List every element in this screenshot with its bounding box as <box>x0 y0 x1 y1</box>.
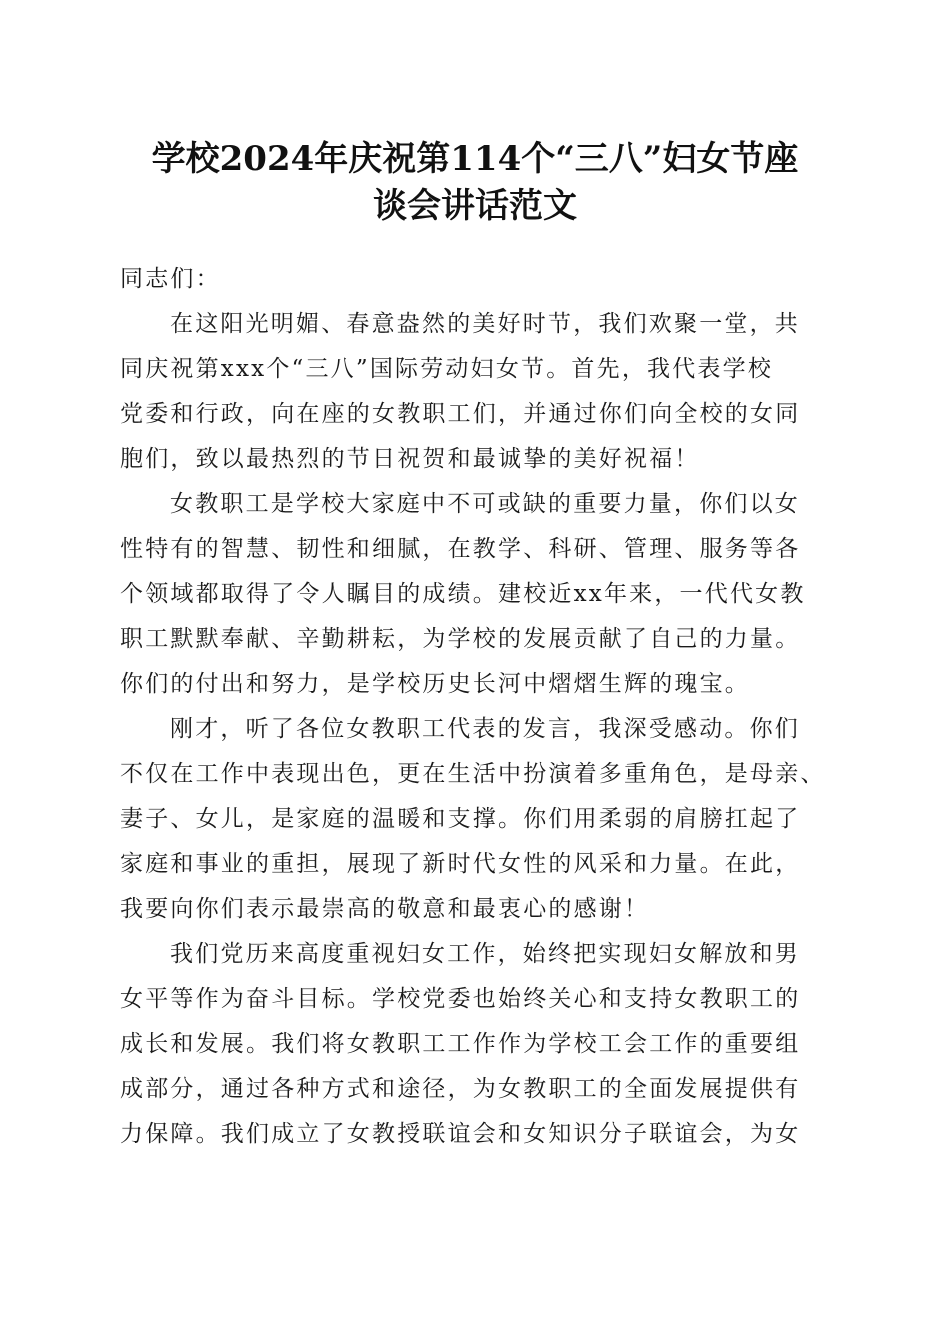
paragraph-2 <box>120 482 840 707</box>
paragraph-line: 职工默默奉献、辛勤耕耘，为学校的发展贡献了自己的力量。 <box>120 626 801 652</box>
paragraph-line: 不仅在工作中表现出色，更在生活中扮演着多重角色，是母亲、 <box>120 761 826 787</box>
paragraph-3 <box>120 707 840 932</box>
paragraph-line: 你们的付出和努力，是学校历史长河中熠熠生辉的瑰宝。 <box>120 671 750 697</box>
paragraph-line: 成部分，通过各种方式和途径，为女教职工的全面发展提供有 <box>120 1076 801 1102</box>
paragraph-1 <box>120 302 840 482</box>
paragraph-line: 家庭和事业的重担，展现了新时代女性的风采和力量。在此， <box>120 851 801 877</box>
paragraph-line: 力保障。我们成立了女教授联谊会和女知识分子联谊会，为女 <box>120 1121 801 1147</box>
paragraph-line: 党委和行政，向在座的女教职工们，并通过你们向全校的女同 <box>120 401 801 427</box>
document-body <box>120 257 840 1157</box>
paragraph-line: 我要向你们表示最崇高的敬意和最衷心的感谢！ <box>120 896 650 922</box>
paragraph-line: 刚才，听了各位女教职工代表的发言，我深受感动。你们 <box>170 716 800 742</box>
paragraph-line: 在这阳光明媚、春意盎然的美好时节，我们欢聚一堂，共 <box>170 311 800 337</box>
paragraph-4 <box>120 932 840 1157</box>
salutation: 同志们： <box>120 266 221 292</box>
paragraph-line: 胞们，致以最热烈的节日祝贺和最诚挚的美好祝福！ <box>120 446 700 472</box>
paragraph-line: 个领域都取得了令人瞩目的成绩。建校近xx年来，一代代女教 <box>120 581 806 607</box>
paragraph-line: 我们党历来高度重视妇女工作，始终把实现妇女解放和男 <box>170 941 800 967</box>
paragraph-line: 同庆祝第xxx个“三八”国际劳动妇女节。首先，我代表学校 <box>120 356 774 382</box>
paragraph-line: 性特有的智慧、韧性和细腻，在教学、科研、管理、服务等各 <box>120 536 801 562</box>
paragraph-line: 妻子、女儿，是家庭的温暖和支撑。你们用柔弱的肩膀扛起了 <box>120 806 801 832</box>
document-title-line-2: 谈会讲话范文 <box>373 186 577 226</box>
paragraph-line: 女教职工是学校大家庭中不可或缺的重要力量，你们以女 <box>170 491 800 517</box>
document-title-line-1: 学校2024年庆祝第114个“三八”妇女节座 <box>151 139 799 179</box>
paragraph-line: 女平等作为奋斗目标。学校党委也始终关心和支持女教职工的 <box>120 986 801 1012</box>
paragraph-line: 成长和发展。我们将女教职工工作作为学校工会工作的重要组 <box>120 1031 801 1057</box>
